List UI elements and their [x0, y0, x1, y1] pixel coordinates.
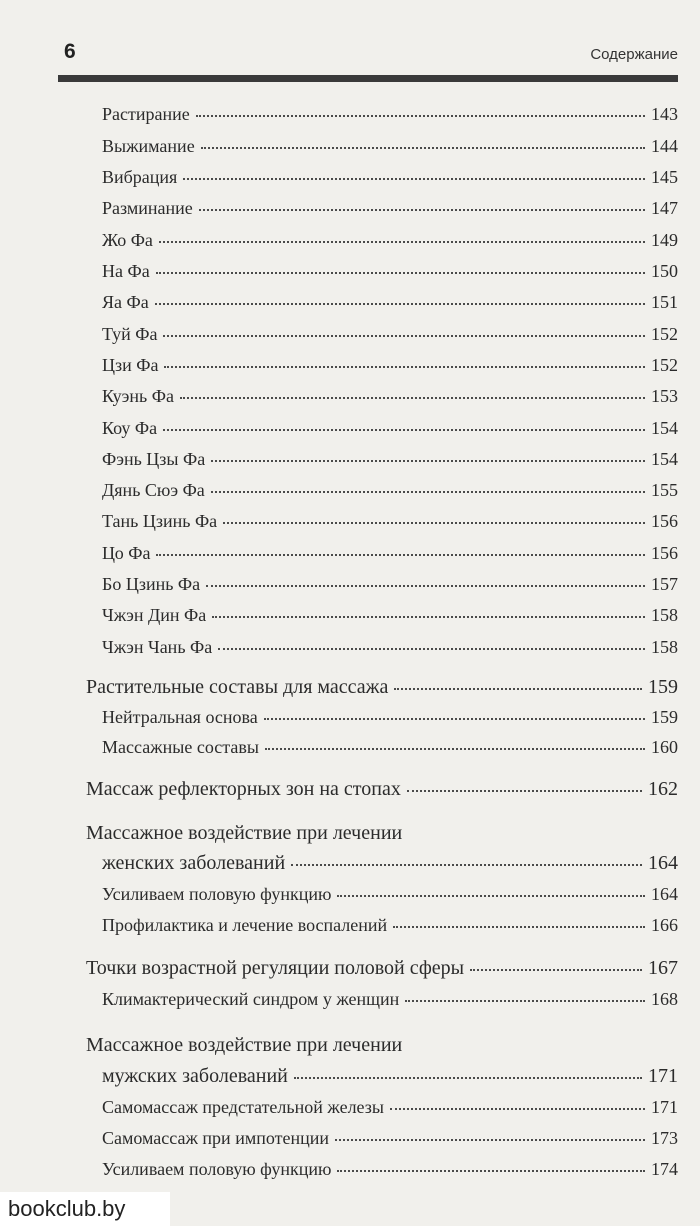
leader-dots — [218, 647, 645, 650]
toc-entry-title: Дянь Сюэ Фа — [102, 480, 205, 500]
leader-dots — [407, 789, 642, 792]
leader-dots — [206, 584, 645, 587]
toc-entry — [102, 136, 678, 157]
toc-entry-page: 149 — [651, 230, 678, 250]
toc-section — [86, 676, 678, 699]
leader-dots — [335, 1138, 645, 1141]
toc-entry-page: 152 — [651, 355, 678, 375]
leader-dots — [211, 459, 645, 462]
toc-entry-title: Цо Фа — [102, 543, 151, 563]
leader-dots — [201, 146, 645, 149]
toc-entry-page: 171 — [648, 1065, 678, 1087]
toc-entry-page: 155 — [651, 480, 678, 500]
toc-entry-title: Климактерический синдром у женщин — [102, 989, 400, 1009]
toc-entry-page: 158 — [651, 637, 678, 657]
toc-entry — [102, 511, 678, 532]
toc-entry-title: Бо Цзинь Фа — [102, 574, 201, 594]
toc-entry — [102, 574, 678, 595]
toc-entry-page: 158 — [651, 605, 678, 625]
toc-section-line2 — [102, 852, 678, 875]
leader-dots — [212, 615, 645, 618]
toc-entry — [102, 543, 678, 564]
toc-entry-page: 154 — [651, 449, 678, 469]
leader-dots — [155, 302, 645, 305]
toc-entry — [102, 386, 678, 407]
toc-entry — [102, 418, 678, 439]
toc-entry-title: Усиливаем половую функцию — [102, 1159, 332, 1179]
toc-entry-title: Туй Фа — [102, 324, 158, 344]
toc-section-title: Растительные составы для массажа — [86, 676, 389, 698]
toc-entry-page: 166 — [651, 915, 678, 935]
toc-entry — [102, 355, 678, 376]
toc-entry — [102, 1097, 678, 1118]
toc-entry — [102, 989, 678, 1010]
toc-section-line1 — [86, 1034, 678, 1057]
toc-entry-page: 164 — [648, 852, 678, 874]
toc-entry-title: Жо Фа — [102, 230, 153, 250]
toc-entry-title: Фэнь Цзы Фа — [102, 449, 206, 469]
leader-dots — [337, 894, 645, 897]
toc-entry — [102, 449, 678, 470]
toc-entry — [102, 480, 678, 501]
watermark: bookclub.by — [0, 1192, 170, 1226]
toc-entry-title: Вибрация — [102, 167, 178, 187]
toc-entry — [102, 324, 678, 345]
header-rule — [58, 75, 678, 82]
toc-entry-title: Профилактика и лечение воспалений — [102, 915, 388, 935]
leader-dots — [265, 747, 645, 750]
toc-entry-title: Растирание — [102, 104, 190, 124]
toc-section-title: Массаж рефлекторных зон на стопах — [86, 778, 401, 800]
toc-entry-page: 150 — [651, 261, 678, 281]
toc-entry-page: 157 — [651, 574, 678, 594]
toc-entry — [102, 884, 678, 905]
toc-entry-title: Самомассаж предстательной железы — [102, 1097, 384, 1117]
leader-dots — [470, 968, 642, 971]
leader-dots — [393, 925, 645, 928]
toc-entry-title: Массажные составы — [102, 737, 259, 757]
toc-entry-page: 147 — [651, 198, 678, 218]
leader-dots — [164, 365, 645, 368]
toc-section — [86, 957, 678, 980]
leader-dots — [163, 428, 645, 431]
toc-entry-title: Усиливаем половую функцию — [102, 884, 332, 904]
toc-section-title: Массажное воздействие при лечении — [86, 1034, 403, 1056]
leader-dots — [223, 521, 645, 524]
leader-dots — [180, 396, 645, 399]
toc-entry-page: 153 — [651, 386, 678, 406]
leader-dots — [156, 553, 645, 556]
leader-dots — [264, 717, 645, 720]
toc-entry-title: Выжимание — [102, 136, 195, 156]
toc-section-line1 — [86, 822, 678, 845]
toc-entry — [102, 1159, 678, 1180]
toc-section-title: женских заболеваний — [102, 852, 286, 874]
leader-dots — [337, 1169, 645, 1172]
leader-dots — [199, 208, 645, 211]
toc-entry — [102, 198, 678, 219]
toc-section-title: мужских заболеваний — [102, 1065, 288, 1087]
toc-entry-page: 167 — [648, 957, 678, 979]
toc-entry-title: Нейтральная основа — [102, 707, 258, 727]
toc-entry — [102, 1128, 678, 1149]
toc-entry-page: 151 — [651, 292, 678, 312]
toc-entry — [102, 637, 678, 658]
toc-entry-title: Разминание — [102, 198, 193, 218]
toc-entry-page: 171 — [651, 1097, 678, 1117]
toc-section-title: Массажное воздействие при лечении — [86, 822, 403, 844]
toc-entry — [102, 261, 678, 282]
toc-entry-title: Яа Фа — [102, 292, 149, 312]
toc-entry-title: Коу Фа — [102, 418, 158, 438]
toc-entry-page: 162 — [648, 778, 678, 800]
toc-entry-title: Самомассаж при импотенции — [102, 1128, 329, 1148]
toc-entry — [102, 707, 678, 728]
toc-entry-page: 173 — [651, 1128, 678, 1148]
toc-section-line2 — [102, 1065, 678, 1088]
leader-dots — [394, 687, 642, 690]
toc-entry-page: 160 — [651, 737, 678, 757]
toc-entry-title: На Фа — [102, 261, 150, 281]
running-title: Содержание — [590, 46, 678, 63]
toc-entry-page: 164 — [651, 884, 678, 904]
leader-dots — [211, 490, 645, 493]
leader-dots — [294, 1076, 642, 1079]
toc-entry — [102, 167, 678, 188]
toc-entry-page: 154 — [651, 418, 678, 438]
toc-entry-page: 145 — [651, 167, 678, 187]
toc-entry-page: 159 — [648, 676, 678, 698]
toc-section — [86, 778, 678, 801]
toc-entry-title: Цзи Фа — [102, 355, 159, 375]
toc-entry-title: Чжэн Дин Фа — [102, 605, 207, 625]
leader-dots — [196, 114, 645, 117]
toc-entry — [102, 737, 678, 758]
toc-entry-page: 159 — [651, 707, 678, 727]
toc-entry-page: 168 — [651, 989, 678, 1009]
toc-entry — [102, 605, 678, 626]
toc-entry-page: 156 — [651, 543, 678, 563]
toc-entry-page: 174 — [651, 1159, 678, 1179]
leader-dots — [156, 271, 645, 274]
toc-entry — [102, 915, 678, 936]
leader-dots — [183, 177, 645, 180]
leader-dots — [159, 240, 645, 243]
toc-entry-page: 144 — [651, 136, 678, 156]
toc-entry — [102, 104, 678, 125]
page-number: 6 — [64, 40, 76, 63]
toc-entry-page: 143 — [651, 104, 678, 124]
toc-entry-title: Тань Цзинь Фа — [102, 511, 218, 531]
toc-section-title: Точки возрастной регуляции половой сферы — [86, 957, 465, 979]
leader-dots — [163, 334, 645, 337]
toc-entry-title: Чжэн Чань Фа — [102, 637, 213, 657]
toc-entry — [102, 230, 678, 251]
leader-dots — [390, 1107, 645, 1110]
toc-entry-page: 156 — [651, 511, 678, 531]
toc-entry-page: 152 — [651, 324, 678, 344]
toc-entry-title: Куэнь Фа — [102, 386, 174, 406]
leader-dots — [405, 999, 645, 1002]
leader-dots — [291, 863, 642, 866]
toc-entry — [102, 292, 678, 313]
